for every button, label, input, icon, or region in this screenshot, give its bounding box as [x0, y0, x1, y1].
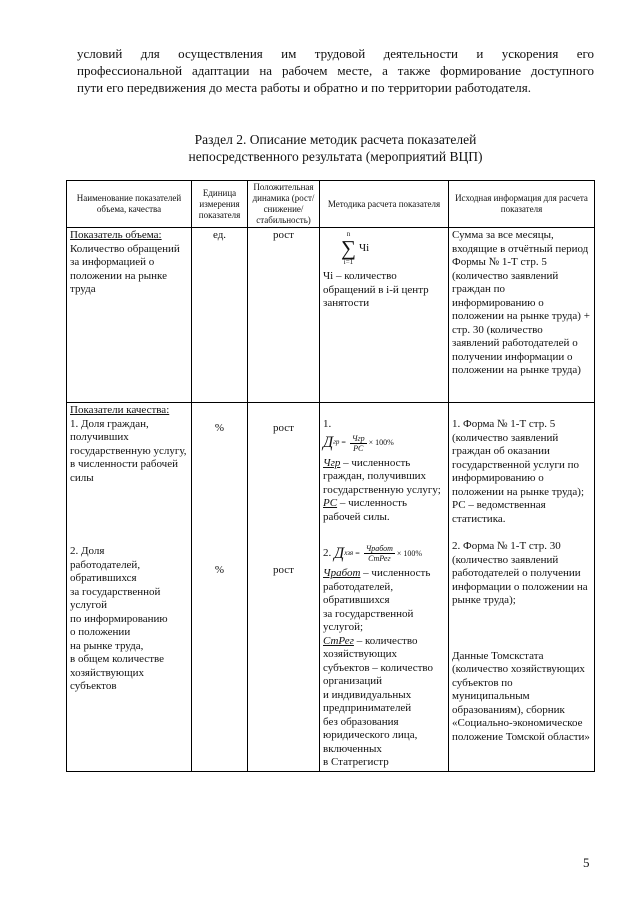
sum-formula	[341, 231, 445, 266]
share-formula-1: Д гр = $\frac{\text{Чгр}}{РС}$ × 100%	[323, 433, 394, 453]
intro-line: условий для осуществления им трудовой деятельности и ускорения его	[77, 46, 594, 61]
term-line: – количество	[353, 634, 418, 647]
formula-numerator: Чгр	[351, 433, 365, 443]
indicator-name-2	[70, 545, 188, 694]
name-line: на рынке труда,	[70, 639, 144, 652]
header-method: Методика расчета показателя	[320, 181, 449, 228]
term-line: работодателей,	[323, 580, 394, 593]
intro-line: пути его передвижения до места работы и обратно и по территории работодателя.	[77, 80, 532, 95]
unit-cell	[192, 403, 248, 772]
sum-term: Чi	[358, 241, 370, 254]
term-line: за государственной	[323, 607, 414, 620]
term-symbol: Чгр	[323, 456, 341, 469]
term-line: без образования	[323, 715, 399, 728]
source-text: Данные Томскстата (количество хозяйствующих субъектов по муниципальным образованиям), сборник «Социально-экономическое положение Томской области»	[452, 649, 590, 743]
name-line: 2. Доля	[70, 545, 105, 557]
term-line: включенных	[323, 742, 382, 755]
dynamics-value: рост	[273, 422, 294, 434]
source-text: РС – ведомственная статистика.	[452, 499, 546, 525]
name-line: хозяйствующих	[70, 666, 144, 679]
dynamics-cell: рост	[248, 228, 320, 403]
term-line: – численность	[360, 567, 431, 579]
header-name: Наименование показателей объема, качества	[67, 181, 192, 228]
indicator-name-cell	[67, 403, 192, 772]
table-header-row	[67, 181, 595, 228]
header-source: Исходная информация для расчета показателя	[449, 181, 595, 228]
formula-number: 1.	[323, 418, 332, 430]
method-cell	[320, 403, 449, 772]
term-definition	[323, 457, 445, 498]
dynamics-cell	[248, 403, 320, 772]
section-title-line: непосредственного результата (мероприятий ВЦП)	[188, 149, 483, 164]
page-number: 5	[583, 855, 590, 870]
intro-paragraph	[77, 45, 594, 96]
unit-value: %	[214, 422, 225, 434]
term-definition	[323, 567, 445, 635]
term-line: организаций	[323, 675, 383, 687]
term-symbol: Чработ	[323, 567, 361, 579]
group-label: Показатель объема:	[70, 229, 162, 241]
source-cell: Сумма за все месяцы, входящие в отчётный период Формы № 1-Т стр. 5 (количество заявлений граждан по информированию о положении на рынке труда) + стр. 30 (количество заявлений работодателей о получении информации о положении на рынке труда)	[449, 228, 595, 403]
term-line: юридического лица,	[323, 729, 418, 741]
header-unit: Единица измерения показателя	[192, 181, 248, 228]
methodology-table	[66, 180, 595, 772]
formula-denominator: СтРег	[368, 554, 391, 563]
method-cell	[320, 228, 449, 403]
sigma-symbol: n ∑ i=1	[341, 230, 356, 266]
name-line: по информированию	[70, 612, 168, 625]
source-text: 1. Форма № 1-Т стр. 5 (количество заявлений граждан об оказании государственной услуги по информированию о положении на рынке труда);	[452, 418, 585, 498]
term-line: обратившихся	[323, 594, 390, 606]
term-line: в Статрегистр	[323, 756, 389, 768]
formula-sub: хзя	[344, 548, 354, 557]
formula-d: Д	[334, 544, 345, 562]
name-line: обратившихся	[70, 572, 137, 584]
term-desc: – численность граждан, получивших государственную услугу;	[323, 456, 441, 496]
header-dynamics: Положительная динамика (рост/снижение/стабильность)	[248, 181, 320, 228]
source-cell	[449, 403, 595, 772]
term-line: субъектов – количество	[323, 661, 434, 674]
source-text: 2. Форма № 1-Т стр. 30 (количество заявлений работодателей о получении информации о положении на рынке труда);	[452, 540, 588, 606]
formula-denominator: РС	[353, 443, 364, 453]
indicator-name: 1. Доля граждан, получивших государственную услугу, в численности рабочей силы	[70, 417, 187, 484]
table-row	[67, 403, 595, 772]
term-line: услугой;	[323, 621, 364, 633]
name-line: о положении	[70, 626, 131, 638]
name-line: в общем количестве	[70, 653, 165, 665]
table-row	[67, 228, 595, 403]
group-label: Показатели качества:	[70, 404, 170, 416]
formula-multiplier: × 100%	[368, 438, 394, 448]
term-definition	[323, 497, 445, 524]
term-symbol: СтРег	[323, 634, 354, 647]
name-line: за государственной	[70, 585, 161, 598]
formula-numerator: Чработ	[365, 544, 393, 553]
indicator-name-cell	[67, 228, 192, 403]
name-line: субъектов	[70, 680, 117, 692]
term-line: и индивидуальных	[323, 688, 412, 701]
indicator-name: Количество обращений за информацией о положении на рынке труда	[70, 242, 180, 295]
formula-fraction	[350, 434, 367, 453]
intro-line: профессиональной адаптации на рабочем месте, а также формирование доступного	[77, 63, 594, 78]
sigma-lower: i=1	[343, 258, 354, 266]
formula-fraction	[364, 544, 395, 563]
method-description: Чi – количество обращений в i-й центр занятости	[323, 270, 429, 309]
dynamics-value: рост	[273, 563, 294, 576]
formula-sub: гр	[333, 438, 340, 447]
section-title-line: Раздел 2. Описание методик расчета показателей	[194, 132, 477, 147]
term-definition	[323, 635, 445, 770]
name-line: работодателей,	[70, 558, 141, 571]
formula-number: 2.	[323, 546, 332, 559]
share-formula-2: 2. Д хзя = $\frac{\text{Чработ}}{\text{СтРег}}$ × 100%	[323, 544, 423, 563]
term-line: предпринимателей	[323, 702, 412, 714]
unit-value: %	[214, 563, 225, 576]
sigma-upper: n	[346, 230, 351, 238]
term-line: хозяйствующих	[323, 648, 397, 660]
formula-multiplier: × 100%	[396, 548, 423, 558]
name-line: услугой	[70, 599, 107, 611]
unit-cell: ед.	[192, 228, 248, 403]
section-heading	[77, 131, 594, 165]
term-symbol: РС	[323, 497, 338, 509]
term-desc: – численность рабочей силы.	[323, 497, 407, 523]
formula-d: Д	[323, 434, 334, 452]
